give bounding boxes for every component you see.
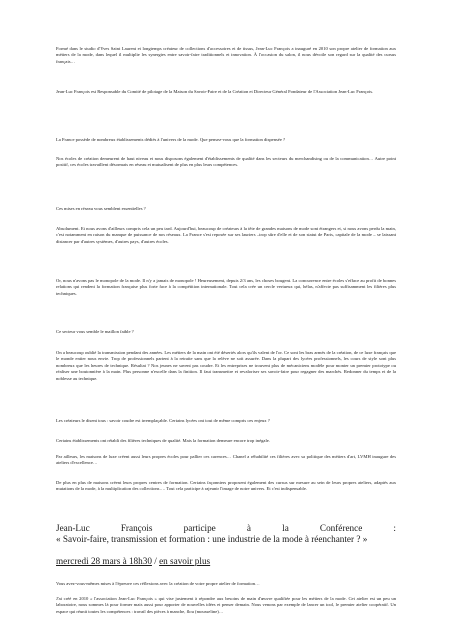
conference-date-line xyxy=(56,556,396,567)
answer-2b: Or, nous n'avons pas le monopole de la mode. Il n'y a jamais de monopole ! Heureusement, depuis 2/3 ans, les choses bougent. La concurrence entre écoles s'efface au profit de bonnes relations qui rendent la formation française plus forte face à la compétition internationale. Tout cela crée un cercle vertueux qui, hélas, n'affecte pas suffisamment les filières plus techniques. xyxy=(56,278,396,296)
question-5: Vous avez-vous-mêmes mises à l'épreuve ces réflexions avec la création de votre propre atelier de formation… xyxy=(56,581,260,586)
answer-4c: De plus en plus de maisons créent leurs propres centres de formation. Certains façonniers proposent également des cursus sur mesure au sein de leurs propres ateliers, adaptés aux mutations de la mode, à la multiplication des collections…. Tout cela participe à rajeunir l'image de notre univers. Et c'est indispensable. xyxy=(56,480,396,492)
answer-3: On a beaucoup oublié la transmission pendant des années. Les métiers de la main ont été désertés alors qu'ils valent de l'or. Ce sont les bras armés de la création, de ce luxe français que le monde entier nous envie. Trop de professionnels partent à la retraite sans que la relève ne soit assurée. Dans la plupart des lycées professionnels, les cours de style sont plus nombreux que les heures de technique. Résultat ? Nos jeunes ne savent pas coudre. Et les entreprises ne trouvent plus de mécaniciens modèle pour monter un premier prototype ou réaliser une boutonnière à la main. Plus personne n'excelle dans la finition. Il faut transmettre et revaloriser ses savoir-faire pour regagner des marchés. Redonner du temps et de la noblesse au technique. xyxy=(56,350,396,381)
intro-paragraph: Formé dans le studio d'Yves Saint Laurent et longtemps créateur de collections d'accessoires et de tissus, Jean-Luc François a inauguré en 2010 son propre atelier de formation aux métiers de la mode, dans lequel il multiplie les synergies entre savoir-faire traditionnels et innovation. À l'occasion du salon, il nous dévoile son regard sur la qualité des cursus français… xyxy=(56,46,396,64)
answer-4a: Certains établissements ont rétabli des filières techniques de qualité. Mais la formation demeure encore trop inégale. xyxy=(56,438,270,443)
conference-line-2: « Savoir-faire, transmission et formation : une industrie de la mode à réenchanter ? » xyxy=(56,534,368,544)
question-2: Ces mises en réseau vous semblent essentielles ? xyxy=(56,206,146,211)
question-1: La France possède de nombreux établissements dédiés à l'univers de la mode. Que pensez-vous que la formation dispensée ? xyxy=(56,137,286,142)
answer-4b: Par ailleurs, les maisons de luxe créent aussi leurs propres écoles pour pallier ces carences… Chanel a réhabilité ces filières avec sa politique des métiers d'art, LVMH inaugure des ateliers d'excellence… xyxy=(56,454,396,466)
answer-5: J'ai créé en 2010 « l'association Jean-Luc François » qui vise justement à répondre aux besoins de main d'œuvre qualifiée pour les métiers de la mode. Cet atelier est un peu un laboratoire, nous sommes là pour former mais aussi pour apporter de nouvelles idées et penser demain. Nous venons par exemple de lancer un tool, le premier atelier coopératif. Un espace qui réunit toutes les compétences : travail des pièces à manche, flou (mousseline)… xyxy=(56,596,396,614)
more-info-link[interactable]: en savoir plus xyxy=(159,556,211,566)
conference-date: mercredi 28 mars à 18h30 xyxy=(56,556,152,566)
answer-1: Nos écoles de création demeurent de haut niveau et nous disposons également d'établissements de qualité dans les secteurs du merchandising ou de la communication… Autre point positif, ces écoles travaillent désormais en réseau et mutualisent de plus en plus leurs compétences. xyxy=(56,156,396,168)
bio-paragraph: Jean-Luc François est Responsable du Comité de pilotage de la Maison du Savoir-Faire et de la Création et Directeur Général Fondateur de l'Association Jean-Luc François. xyxy=(56,89,374,94)
conference-separator: / xyxy=(151,556,160,566)
question-3: Ce secteur vous semble le maillon faible ? xyxy=(56,329,134,334)
answer-2a: Absolument. Et nous avons d'ailleurs compris cela un peu tard. Aujourd'hui, beaucoup de créateurs à la tête de grandes maisons de mode sont étrangers et, si nous avons perdu la main, c'est notamment en raison du manque de puissance de nos réseaux. La France s'est reposée sur ses lauriers –trop sûre d'elle et de son statut de Paris, capitale de la mode – se laissant distancer par d'autres systèmes, d'autres pays, d'autres écoles. xyxy=(56,226,396,244)
conference-line-1: Jean-Luc François participe à la Conférence : xyxy=(56,523,396,533)
question-4: Les créateurs le disent tous : savoir coudre est irremplaçable. Certains lycées ont tout de même compris ces enjeux ? xyxy=(56,418,270,423)
